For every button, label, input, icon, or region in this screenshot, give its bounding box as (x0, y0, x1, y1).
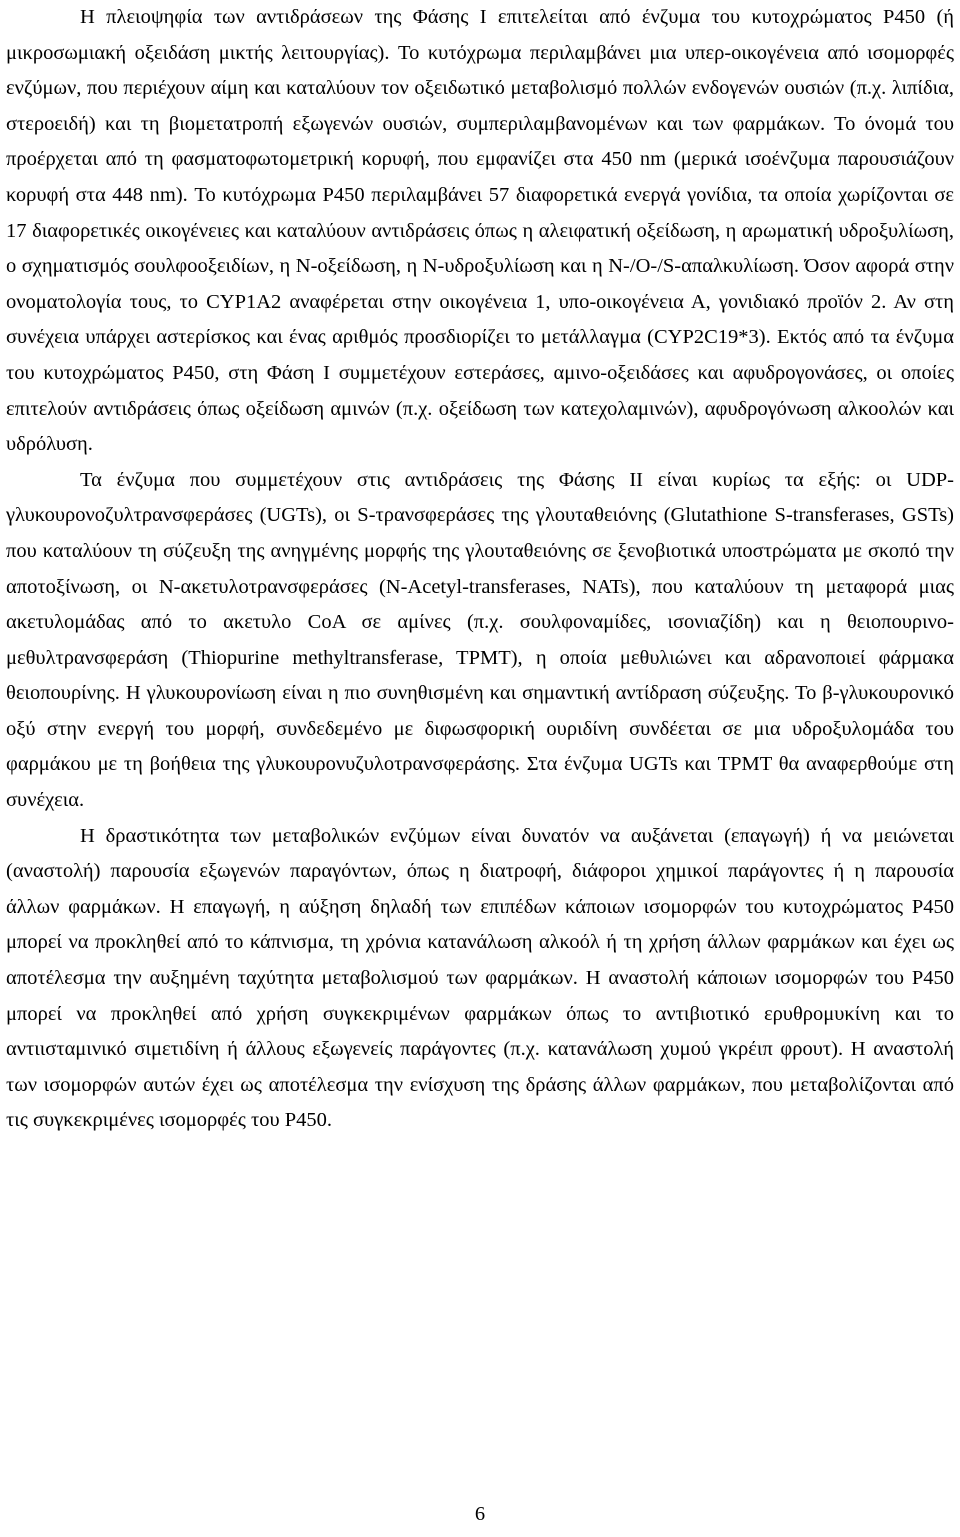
paragraph-phase-one: Η πλειοψηφία των αντιδράσεων της Φάσης Ι επιτελείται από ένζυμα του κυτοχρώματος P450 (ή μικροσωμιακή οξειδάση μικτής λειτουργίας). Το κυτόχρωμα περιλαμβάνει μια υπερ-οικογένεια από ισομορφές ενζύμων, που περιέχουν αίμη και καταλύουν τον οξειδωτικό μεταβολισμό πολλών ενδογενών ουσιών (π.χ. λιπίδια, στεροειδή) και τη βιομετατροπή εξωγενών ουσιών, συμπεριλαμβανομένων και των φαρμάκων. Το όνομά του προέρχεται από τη φασματοφωτομετρική κορυφή, που εμφανίζει στα 450 nm (μερικά ισοένζυμα παρουσιάζουν κορυφή στα 448 nm). Το κυτόχρωμα P450 περιλαμβάνει 57 διαφορετικά ενεργά γονίδια, τα οποία χωρίζονται σε 17 διαφορετικές οικογένειες και καταλύουν αντιδράσεις όπως η αλειφατική οξείδωση, η αρωματική υδροξυλίωση, ο σχηματισμός σουλφοοξειδίων, η N-οξείδωση, η N-υδροξυλίωση και η N-/O-/S-απαλκυλίωση. Όσον αφορά στην ονοματολογία τους, το CYP1A2 αναφέρεται στην οικογένεια 1, υπο-οικογένεια Α, γονιδιακό προϊόν 2. Αν στη συνέχεια υπάρχει αστερίσκος και ένας αριθμός προσδιορίζει το μετάλλαγμα (CYP2C19*3). Εκτός από τα ένζυμα του κυτοχρώματος P450, στη Φάση Ι συμμετέχουν εστεράσες, αμινο-οξειδάσες και αφυδρογονάσες, οι οποίες επιτελούν αντιδράσεις όπως οξείδωση αμινών (π.χ. οξείδωση των κατεχολαμινών), αφυδρογόνωση αλκοολών και υδρόλυση. (6, 6, 954, 456)
page-number: 6 (474, 1503, 486, 1525)
document-page (6, 0, 954, 1139)
paragraph-induction-inhibition: Η δραστικότητα των μεταβολικών ενζύμων είναι δυνατόν να αυξάνεται (επαγωγή) ή να μειώνεται (αναστολή) παρουσία εξωγενών παραγόντων, όπως η διατροφή, διάφοροι χημικοί παράγοντες ή η παρουσία άλλων φαρμάκων. Η επαγωγή, η αύξηση δηλαδή των επιπέδων κάποιων ισομορφών του κυτοχρώματος P450 μπορεί να προκληθεί από το κάπνισμα, τη χρόνια κατανάλωση αλκοόλ ή τη χρήση άλλων φαρμάκων και έχει ως αποτέλεσμα την αυξημένη ταχύτητα μεταβολισμού των φαρμάκων. Η αναστολή κάποιων ισομορφών του P450 μπορεί να προκληθεί από χρήση συγκεκριμένων φαρμάκων όπως το αντιβιοτικό ερυθρομυκίνη και το αντιισταμινικό σιμετιδίνη ή άλλους εξωγενείς παράγοντες (π.χ. κατανάλωση χυμού γκρέιπ φρουτ). Η αναστολή των ισομορφών αυτών έχει ως αποτέλεσμα την ενίσχυση της δράσης άλλων φαρμάκων, που μεταβολίζονται από τις συγκεκριμένες ισομορφές του P450. (6, 824, 954, 1132)
paragraph-phase-two: Τα ένζυμα που συμμετέχουν στις αντιδράσεις της Φάσης ΙΙ είναι κυρίως τα εξής: οι UDP-γλυκουρονοζυλτρανσφεράσες (UGTs), οι S-τρανσφεράσες της γλουταθειόνης (Glutathione S-transferases, GSTs) που καταλύουν τη σύζευξη της ανηγμένης μορφής της γλουταθειόνης σε ξενοβιοτικά υποστρώματα με σκοπό την αποτοξίνωση, οι N-ακετυλοτρανσφεράσες (N-Acetyl-transferases, NATs), που καταλύουν τη μεταφορά μιας ακετυλομάδας από το ακετυλο CoA σε αμίνες (π.χ. σουλφοναμίδες, ισονιαζίδη) και η θειοπουρινο-μεθυλτρανσφεράση (Thiopurine methyltransferase, TPMT), η οποία μεθυλιώνει και αδρανοποιεί φάρμακα θειοπουρίνης. Η γλυκουρονίωση είναι η πιο συνηθισμένη και σημαντική αντίδραση σύζευξης. Το β-γλυκουρονικό οξύ στην ενεργή του μορφή, συνδεδεμένο με διφωσφορική ουριδίνη συνδέεται σε μια υδροξυλομάδα του φαρμάκου με τη βοήθεια της γλυκουρονυζυλοτρανσφεράσης. Στα ένζυμα UGTs και TPMT θα αναφερθούμε στη συνέχεια. (6, 468, 954, 812)
